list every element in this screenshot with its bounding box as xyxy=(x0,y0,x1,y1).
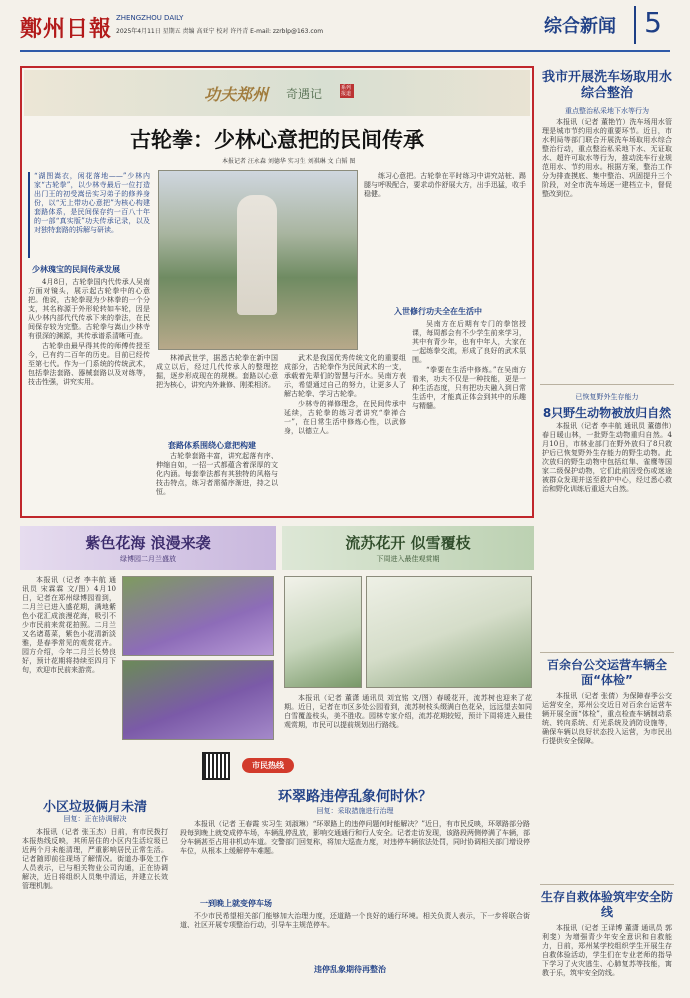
flower-text-right-p: 本报讯（记者 董潇 通讯员 刘宜铭 文/图）春暖花开，流苏树也迎来了花期。近日，记者在市区多处公园看到，流苏树枝头缀满白色花朵，远远望去如同白雪覆盖枝头，美不胜收。园林专家介绍，流苏花期较短，预计下周将进入最佳观赏期，市民可以提前规划出行路线。 xyxy=(284,694,532,729)
flower-headline-left: 紫色花海 浪漫来袭 xyxy=(85,534,211,552)
banner-mini: 系列报道 xyxy=(340,84,354,98)
master-figure xyxy=(237,195,277,315)
tassel-flowers-photo-2 xyxy=(366,576,532,688)
right-headline-3: 百余台公交运营车辆全面“体检” xyxy=(546,658,667,687)
feature-byline: 本报记者 汪永森 刘德华 实习生 刘祺琳 文 白韬 图 xyxy=(222,158,356,165)
right-headline-1: 我市开展洗车场取用水综合整治 xyxy=(541,70,672,101)
feature-banner xyxy=(24,70,530,116)
right-text-1-p: 本报讯（记者 董艳竹）洗车场用水管理是城市节约用水的重要环节。近日，市水利局等部门联合开展洗车场取用水综合整治行动，重点整治私采地下水、无证取水、超许可取水等行为，推动洗车行业规范用水、节约用水。根据方案，整治工作分为排查摸底、集中整治、巩固提升三个阶段，对全市洗车场逐一建档立卡，督促整改到位。 xyxy=(542,118,672,198)
right-text-4 xyxy=(542,924,672,984)
column-d-p1: 练习心意把。古轮拳在平时练习中讲究站桩、踢腿与呼吸配合，要求动作舒展大方，出手迅猛，收手稳健。 xyxy=(364,172,526,198)
right-column xyxy=(540,66,674,986)
hotline-subsection-b: 违停乱象期待再整治 xyxy=(314,965,386,974)
flower-text-left xyxy=(22,576,116,740)
column-d xyxy=(364,172,526,300)
date-line: 2025年4月11日 星期五 责编 高亚宁 校对 许丹青 E-mail: zzrblp@163.com xyxy=(116,28,324,35)
hotline-subhead-left: 回复：正在协调解决 xyxy=(63,815,127,823)
flower-story-right xyxy=(282,526,534,744)
feature-headline: 古轮拳：少林心意把的民间传承 xyxy=(130,128,424,152)
subhead-inheritance: 少林瑰宝的民间传承发展 xyxy=(32,265,120,274)
hotline-text-main2 xyxy=(180,912,530,960)
newspaper-logo: 鄭州日報 xyxy=(20,16,113,42)
column-b2 xyxy=(156,452,278,510)
tassel-flowers-photo-1 xyxy=(284,576,362,688)
subhead-life: 入世修行功夫全在生活中 xyxy=(394,307,482,316)
page-number: 5 xyxy=(634,6,670,44)
banner-tag: 奇遇记 xyxy=(286,87,323,101)
right-headline-2: 8只野生动物被放归自然 xyxy=(542,406,672,420)
hotline-text-main xyxy=(180,820,530,894)
right-headline-4: 生存自救体验筑牢安全防线 xyxy=(540,890,673,919)
banner-title: 功夫郑州 xyxy=(204,85,269,104)
right-text-1 xyxy=(542,118,672,376)
subhead-routine: 套路体系围绕心意把构建 xyxy=(168,441,256,450)
column-d-p2: 吴南方在后期有专门的拳馆授课，每周都会有不少学生前来学习，其中有青少年，也有中年人，大家在一起练拳交流，形成了良好的武术氛围。 xyxy=(412,320,526,364)
right-text-3 xyxy=(542,692,672,876)
right-subhead-2: 已恢复野外生存能力 xyxy=(575,393,639,401)
column-c-p1: 武术是我国优秀传统文化的重要组成部分，古轮拳作为民间武术的一支，承载着先辈们的智慧与汗水。吴南方表示，希望通过自己的努力，让更多人了解古轮拳、学习古轮拳。 xyxy=(284,354,406,398)
feature-box xyxy=(20,66,534,518)
masthead-rule xyxy=(20,50,670,52)
hotline-text-main2-p: 不少市民希望相关部门能够加大治理力度，还道路一个良好的通行环境。相关负责人表示，下一步将联合街道、社区开展专项整治行动，引导车主规范停车。 xyxy=(180,912,530,929)
right-text-4-p: 本报讯（记者 王译博 董潇 通讯员 郭利斐）为增强青少年安全意识和自救能力，日前，郑州某学校组织学生开展生存自救体验活动，学生们在专业老师的指导下学习了火灾逃生、心肺复苏等技能，寓教于乐，筑牢安全防线。 xyxy=(542,924,672,977)
right-text-2-p: 本报讯（记者 李丰航 通讯员 董德伟）春日暖山林，一批野生动物重归自然。4月10日，市林业部门在野外放归了8只救护后已恢复野外生存能力的野生动物。此次放归的野生动物中包括红隼、雀鹰等国家二级保护动物，它们此前因受伤或迷途被群众发现并送至救护中心，经过悉心救治和野化训练后重返大自然。 xyxy=(542,422,672,493)
violet-flowers-photo-1 xyxy=(122,576,274,656)
hotline-headline-left: 小区垃圾俩月未清 xyxy=(42,800,147,815)
column-c-p2: 少林寺的禅修理念，在民间传承中延续，古轮拳的练习者讲究“拳禅合一”，在日常生活中修炼心性，以武修身，以德立人。 xyxy=(284,400,406,435)
hotline-tag: 市民热线 xyxy=(242,758,294,773)
qr-code-icon xyxy=(202,752,230,780)
violet-flowers-photo-2 xyxy=(122,660,274,740)
column-a-p1: 4月8日，古轮拳国内代传承人吴南方面对镜头，展示起古轮拳中的心意把。他说，古轮拳现为少林拳的一个分支，其名称源于外形轮转如车轮，因是从少林内部代代传承下来的拳法，在民间保存较为完整。古轮拳与嵩山少林寺有很深的渊源，其传承谱系清晰可查。 xyxy=(28,278,150,340)
right-text-2 xyxy=(542,422,672,644)
flower-story-left xyxy=(20,526,276,744)
column-d2 xyxy=(412,320,526,510)
column-b-p2: 古轮拳套路丰富，讲究起落有序、伸缩自如，一招一式都蕴含着深厚的文化内涵。每套拳法都有其独特的风格与技击特点，练习者需循序渐进，持之以恒。 xyxy=(156,452,278,496)
masthead xyxy=(20,8,670,48)
right-sep-2 xyxy=(540,652,674,653)
flower-subhead-right: 下周进入最佳观赏期 xyxy=(376,555,440,563)
hotline-text-left xyxy=(22,828,168,984)
right-subhead-1: 重点整治私采地下水等行为 xyxy=(565,107,649,115)
right-sep-1 xyxy=(540,384,674,385)
column-a xyxy=(28,278,150,512)
flower-text-right xyxy=(284,694,532,742)
hotline-subhead-main: 回复：采取措施进行治理 xyxy=(316,807,394,815)
newspaper-pinyin: ZHENGZHOU DAILY xyxy=(116,14,184,22)
column-b-p1: 林禅武世学，据悉古轮拳在新中国成立以后，经过几代传承人的整理挖掘，逐步形成现在的规模。套路以心意把为核心，讲究内外兼修、刚柔相济。 xyxy=(156,354,278,389)
hotline-section xyxy=(20,752,534,988)
column-c xyxy=(284,354,406,510)
right-text-3-p: 本报讯（记者 张倩）为保障春季公交运营安全，郑州公交近日对百余台运营车辆开展全面“体检”，重点检查车辆制动系统、转向系统、灯光系统及消防设施等，确保车辆以良好状态投入运营，为市民出行提供安全保障。 xyxy=(542,692,672,745)
column-a-p2: 古轮拳由最早得其传的师傅传授至今，已有约二百年的历史。目前已经传至第七代。作为一门系统的传统武术，包括拳法套路、器械套路以及对练等，技击性强，讲究实用。 xyxy=(28,342,150,386)
flower-text-left-p: 本报讯（记者 李丰航 通讯员 宋霖霖 文/图）4月10日，记者在郑州绿博园看到，二月兰已进入盛花期，满地紫色小花汇成浪漫花海，吸引不少市民前来赏花拍照。二月兰又名诸葛菜，紫色小花清新淡雅，是春季常见的观赏花卉。园方介绍，今年二月兰长势良好，预计花期将持续至四月下旬，欢迎市民前来游赏。 xyxy=(22,576,116,674)
right-sep-3 xyxy=(540,884,674,885)
hotline-subsection-a: 一到晚上就变停车场 xyxy=(200,899,272,908)
hotline-text-main-p: 本报讯（记者 王春霞 实习生 刘淑琳）“环翠路上的违停问题何时能解决？”近日，有市民反映，环翠路部分路段每到晚上就变成停车场，车辆乱停乱放，影响交通通行和行人安全。记者走访发现，该路段两侧停满了车辆，部分车辆甚至占用非机动车道。交警部门回复称，将加大巡查力度，对违停车辆依法处罚，同时协调相关部门增设停车位，从根本上缓解停车难题。 xyxy=(180,820,530,855)
hotline-text-left-p: 本报讯（记者 张玉杰）日前，有市民拨打本报热线反映，其所居住的小区内生活垃圾已近两个月未能清理，严重影响居民正常生活。记者随即前往现场了解情况。街道办事处工作人员表示，已与相关物业公司沟通，正在协调解决，近日将组织人员集中清运，并建立长效管理机制。 xyxy=(22,828,168,890)
column-d-p3: “拳要在生活中修炼。”在吴南方看来，功夫不仅是一种技能，更是一种生活态度，只有把功夫融入到日常生活中，才能真正体会到其中的乐趣与精髓。 xyxy=(412,366,526,410)
flower-headline-right: 流苏花开 似雪覆枝 xyxy=(345,534,471,552)
feature-intro: “湖图嵩衣，闲花落地——”少林内家“古轮拳”，以少林寺最后一位打造出门王的初受嵩岳实习弟子的修养身份，以“无上带功心意把”为核心构建套路体系，是民间保存约一百八十年的一部“真实版”功夫传承记录，以及对独特套路的拆解与研读。 xyxy=(28,172,150,258)
kungfu-master-photo xyxy=(158,170,358,350)
section-title: 综合新闻 xyxy=(544,16,616,37)
hotline-headline-main: 环翠路违停乱象何时休？ xyxy=(278,789,432,805)
flower-subhead-left: 绿博园二月兰盛放 xyxy=(120,555,176,563)
